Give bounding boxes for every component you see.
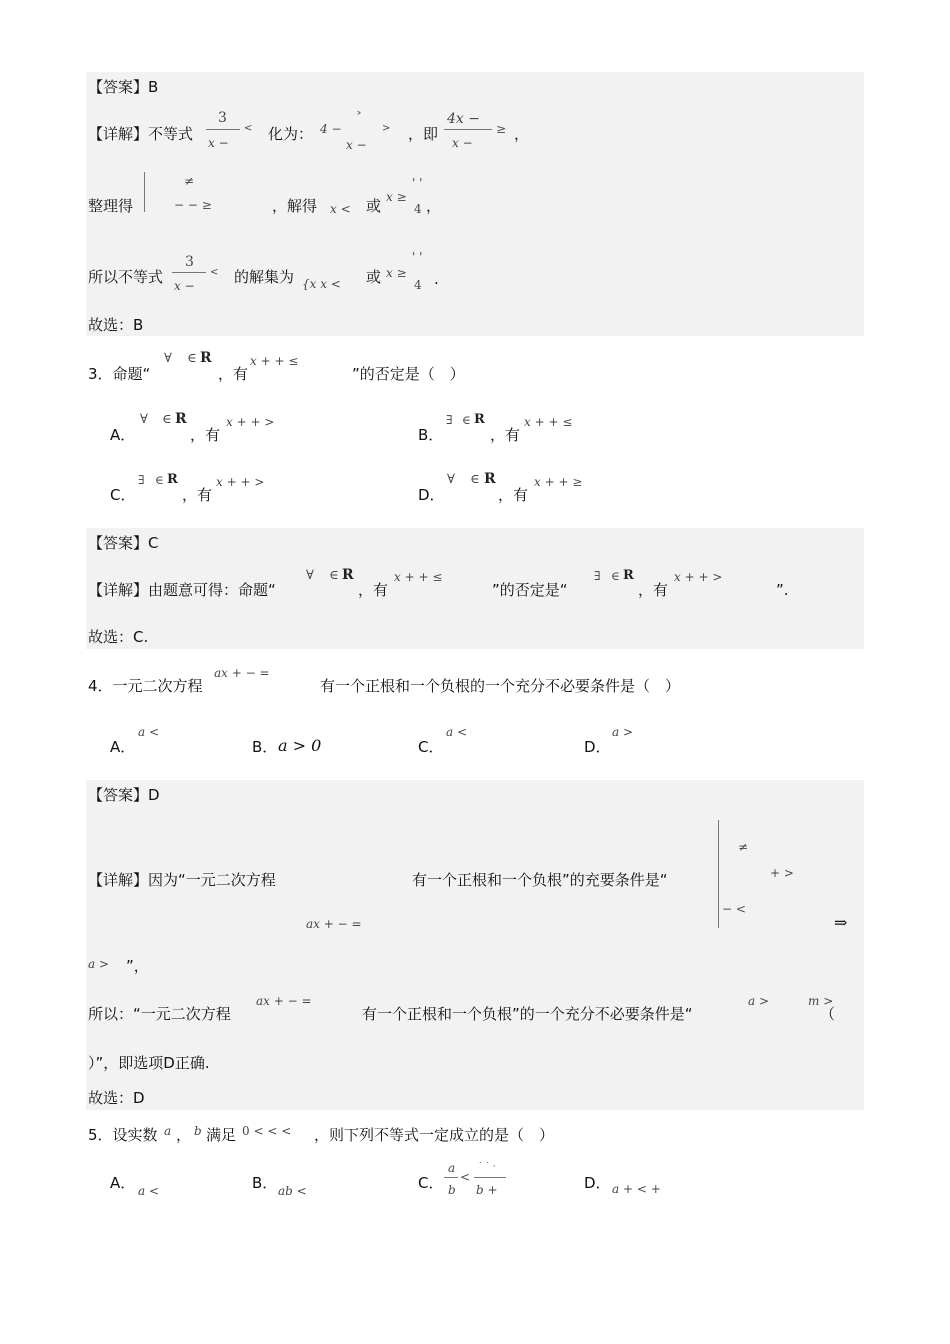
conclusion: 故选：B [88,316,144,334]
math-reals: R [342,567,354,583]
option-text: ，有 [182,486,213,504]
math-quantifier: ∃ [138,473,145,487]
math-system-row: − < [722,902,746,916]
math-fraction-denominator: x − [452,136,473,150]
question-4-text: 4．一元二次方程 [88,677,203,695]
math-expression: x + + > [226,415,275,429]
math-implies: ⇒ [834,913,848,932]
question-5-text: ，则下列不等式一定成立的是（ ） [314,1126,555,1144]
conclusion: 故选：C. [88,628,149,646]
math-condition: 0 < < < [242,1124,292,1138]
answer-label: 【答案】C [88,534,159,552]
math-equation: ax + − = [256,994,312,1008]
math-in: ∈ [611,569,620,583]
math-fraction-numerator: ' ' [412,250,423,264]
fraction-bar [474,1177,506,1178]
math-quantifier: ∀ [140,412,148,427]
detail-text: 【详解】由题意可得：命题“ [88,581,276,599]
math-fraction-denominator: 4 [414,278,422,292]
option-label: D． [418,486,445,504]
math-fraction-numerator: ' ' [412,176,423,190]
math-expression: a < [138,1184,160,1198]
option-label: B． [252,738,278,756]
option-label: B． [252,1174,278,1192]
math-quantifier: ∃ [594,569,601,583]
math-in: ∈ [162,412,172,427]
math-expression: x + + > [674,570,723,584]
math-condition: m > [808,994,834,1008]
math-reals: R [167,472,178,487]
option-text: ，有 [498,486,529,504]
question-4-text: 有一个正根和一个负根的一个充分不必要条件是（ ） [320,677,681,695]
math-quantifier: ∀ [306,568,314,583]
question-3-text: ”的否定是（ ） [352,365,465,383]
math-relation: < [210,267,219,278]
math-reals: R [175,411,187,427]
detail-text: ）”，即选项D正确. [88,1054,210,1072]
math-fraction-numerator: 3 [218,110,227,126]
math-reals: R [200,350,212,366]
detail-text: ，有 [358,581,389,599]
math-in: ∈ [470,472,480,487]
math-set: {x x < [302,277,341,291]
detail-text: ”的否定是“ [492,581,568,599]
option-label: C． [110,486,136,504]
detail-text: 整理得 [88,197,134,215]
math-system-row: − − ≥ [174,198,212,212]
math-fraction-numerator: ˙ ˙ · [478,1162,496,1172]
answer-label: 【答案】D [88,786,160,804]
option-text: ，有 [490,426,521,444]
math-fraction-numerator: 4x − [447,111,480,127]
option-label: A． [110,426,136,444]
detail-text: 有一个正根和一个负根”的一个充分不必要条件是“ [362,1005,693,1023]
detail-text: 所以：“一元二次方程 [88,1005,231,1023]
math-expression: x + + ≤ [250,354,299,368]
math-relation: ≥ [496,122,507,136]
detail-text: 【详解】不等式 [88,125,194,143]
option-label: B． [418,426,444,444]
math-equation: ax + − = [306,917,362,931]
math-in: ∈ [462,413,471,427]
math-variable: a [164,1124,172,1138]
math-in: ∈ [155,473,164,487]
detail-text: ”. [776,581,789,599]
fraction-bar [172,272,206,273]
option-label: A． [110,738,136,756]
detail-text: 有一个正根和一个负根”的充要条件是“ [412,871,668,889]
math-fraction-denominator: x − [346,138,367,152]
math-system-row: ≠ [184,174,195,188]
conclusion: 故选：D [88,1089,145,1107]
math-expression: a < [446,725,468,739]
detail-text: 或 [366,268,382,286]
math-variable: b [194,1124,202,1138]
math-expression: a + < + [612,1182,661,1196]
detail-text: ，即 [408,125,439,143]
math-fraction-numerator: ˃ [356,110,362,124]
fraction-bar [444,1177,458,1178]
system-brace [144,172,149,212]
math-lead: 4 − [320,122,342,136]
math-expression: x + + ≥ [534,475,583,489]
math-quantifier: ∀ [447,472,455,487]
math-fraction-numerator: a [448,1161,456,1175]
math-reals: R [474,412,485,427]
math-in: ∈ [329,568,339,583]
question-5-text: 5．设实数 [88,1126,158,1144]
math-reals: R [623,568,634,583]
detail-text: ，解得 [272,197,318,215]
math-equation: ax + − = [214,666,270,680]
detail-text: 所以不等式 [88,268,164,286]
detail-text: 的解集为 [234,268,295,286]
fraction-bar [206,129,240,130]
detail-text: ， [426,197,442,215]
math-quantifier: ∃ [446,413,453,427]
math-expression: a < [138,725,160,739]
math-relation: < [244,123,253,134]
math-system-row: ≠ [738,840,749,854]
math-fraction-denominator: b [448,1183,456,1197]
math-fraction-denominator: b + [476,1183,498,1197]
math-expression: x + + ≤ [524,415,573,429]
math-in: ∈ [187,351,197,366]
math-fraction-denominator: x − [208,136,229,150]
math-relation: < [460,1170,471,1184]
detail-text: . [434,270,439,288]
detail-text: （ [820,1005,836,1023]
math-fraction-denominator: x − [174,279,195,293]
option-text: ，有 [190,426,221,444]
answer-label: 【答案】B [88,78,159,96]
math-condition: a > [748,994,770,1008]
detail-text: 或 [366,197,382,215]
math-reals: R [484,471,496,487]
math-quantifier: ∀ [164,351,172,366]
detail-text: ，有 [638,581,669,599]
detail-text: 化为： [268,125,314,143]
question-5-text: ， [176,1126,192,1144]
math-result: a > [88,957,110,971]
math-fraction-numerator: 3 [185,254,194,270]
math-solution: x ≥ [386,190,407,204]
math-expression: x + + ≤ [394,570,443,584]
detail-text: ”， [126,957,149,975]
math-expression: x + + > [216,475,265,489]
math-set: x ≥ [386,266,407,280]
math-expression: ab < [278,1184,307,1198]
math-solution: x < [330,202,351,216]
math-expression: a > 0 [278,736,322,755]
option-label: A． [110,1174,136,1192]
math-fraction-denominator: 4 [414,202,422,216]
detail-text: 【详解】因为“一元二次方程 [88,871,276,889]
question-5-text: 满足 [206,1126,237,1144]
option-label: D． [584,1174,611,1192]
math-expression: a > [612,725,634,739]
question-3-text: ，有 [218,365,249,383]
math-relation: > [382,123,391,134]
option-label: C． [418,738,444,756]
detail-text: ， [514,125,530,143]
option-label: D． [584,738,611,756]
question-3-text: 3．命题“ [88,365,151,383]
fraction-bar [444,129,492,130]
option-label: C． [418,1174,444,1192]
math-system-row: + > [770,866,794,880]
